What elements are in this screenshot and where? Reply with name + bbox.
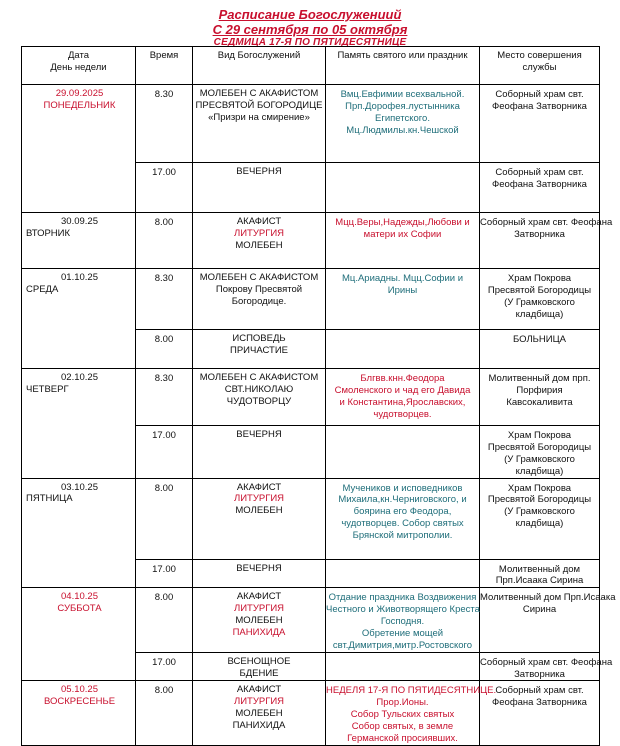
service-time: 17.00	[152, 167, 176, 178]
service-cell	[193, 330, 326, 369]
service-type: МОЛЕБЕН	[235, 708, 283, 720]
service-time: 17.00	[152, 430, 176, 441]
service-place: Храм Покрова	[507, 430, 572, 441]
weekday: СРЕДА	[26, 283, 59, 295]
service-type: ВЕЧЕРНЯ	[236, 429, 282, 440]
service-date: 05.10.25	[61, 684, 98, 696]
date-cell	[22, 369, 136, 479]
memory-cell	[326, 559, 480, 588]
memory-cell	[326, 426, 480, 479]
service-place: Соборный храм свт.	[495, 89, 584, 100]
memory-cell	[326, 269, 480, 330]
schedule-row	[22, 588, 600, 652]
place-cell	[480, 652, 613, 681]
service-type: АКАФИСТ	[236, 216, 282, 227]
date-cell	[22, 85, 136, 213]
date-cell	[22, 269, 136, 369]
service-type: ПРЕСВЯТОЙ БОГОРОДИЦЕ	[195, 99, 323, 111]
saint-memory: Честного и Животворящего Креста	[326, 604, 480, 616]
saint-memory: Михаила,кн.Черниговского, и	[338, 494, 467, 506]
time-cell	[136, 478, 193, 559]
service-place: Затворника	[514, 668, 565, 680]
service-cell	[193, 652, 326, 681]
service-type: МОЛЕБЕН	[235, 505, 283, 517]
service-place: Порфирия	[516, 384, 563, 396]
service-place: Молитвенный дом	[498, 563, 581, 575]
service-cell	[193, 213, 326, 269]
service-type: ЛИТУРГИЯ	[233, 227, 285, 239]
place-cell	[480, 330, 600, 369]
service-place: Соборный храм свт. Феофана	[480, 217, 613, 228]
service-type: «Призри на смирение»	[208, 111, 310, 123]
service-type: АКАФИСТ	[236, 591, 282, 603]
header-place: Место совершения службы	[480, 47, 600, 85]
memory-cell	[326, 213, 480, 269]
place-cell	[480, 588, 616, 652]
service-date: 02.10.25	[61, 372, 98, 383]
service-place: Храм Покрова	[507, 273, 572, 284]
service-time: 8.00	[154, 685, 174, 697]
time-cell	[136, 213, 193, 269]
saint-memory: матери их Софии	[363, 228, 442, 240]
weekday: СУББОТА	[57, 603, 102, 615]
time-cell	[136, 85, 193, 163]
service-time: 8.30	[154, 373, 174, 384]
schedule-row	[22, 369, 600, 426]
service-place: Феофана Затворника	[492, 178, 587, 190]
service-date: 03.10.25	[61, 481, 98, 493]
service-place: Соборный храм свт.	[495, 167, 584, 178]
service-type: ПАНИХИДА	[232, 626, 286, 638]
weekday: ЧЕТВЕРГ	[26, 383, 69, 395]
saint-memory: Собор святых, в земле	[351, 721, 454, 732]
service-date: 01.10.25	[61, 272, 98, 283]
weekday: ВОСКРЕСЕНЬЕ	[43, 696, 116, 708]
service-place: Храм Покрова	[507, 482, 572, 494]
service-place: Соборный храм свт.	[495, 685, 584, 697]
service-place: Прп.Исаака Сирина	[495, 575, 584, 587]
service-place: Соборный храм свт. Феофана	[480, 656, 613, 668]
service-cell	[193, 681, 326, 745]
service-time: 8.00	[154, 217, 174, 228]
service-type: ВСЕНОЩНОЕ	[227, 655, 291, 667]
place-cell	[480, 369, 600, 426]
service-type: СВТ.НИКОЛАЮ	[224, 383, 294, 395]
place-cell	[480, 85, 600, 163]
place-cell	[480, 269, 600, 330]
service-type: ПРИЧАСТИЕ	[230, 344, 288, 356]
schedule-title: Расписание Богослужениий	[218, 7, 402, 22]
service-time: 17.00	[152, 656, 176, 668]
service-place: (У Грамковского	[504, 506, 575, 518]
time-cell	[136, 330, 193, 369]
date-cell	[22, 478, 136, 588]
saint-memory: чудотворцев. Собор святых	[341, 518, 464, 530]
service-type: ВЕЧЕРНЯ	[236, 166, 282, 177]
place-cell	[480, 559, 600, 588]
service-place: кладбища)	[515, 518, 564, 530]
service-type: МОЛЕБЕН	[235, 239, 283, 251]
service-type: ИСПОВЕДЬ	[232, 333, 286, 344]
memory-cell	[326, 681, 497, 745]
memory-cell	[326, 85, 480, 163]
service-type: Богородице.	[231, 295, 287, 307]
service-cell	[193, 426, 326, 479]
service-time: 17.00	[152, 563, 176, 575]
service-time: 8.30	[154, 273, 174, 284]
service-time: 8.00	[154, 334, 174, 345]
memory-cell	[326, 330, 480, 369]
service-place: Молитвенный дом Прп.Исаака	[480, 592, 616, 604]
saint-memory: Блгвв.кнн.Феодора	[360, 373, 445, 384]
service-type: МОЛЕБЕН С АКАФИСТОМ	[199, 272, 319, 283]
service-place: Феофана Затворника	[492, 100, 587, 112]
time-cell	[136, 559, 193, 588]
service-place: Пресвятой Богородицы	[487, 494, 592, 506]
service-place: Кавсокаливита	[506, 396, 573, 408]
saint-memory: Вмц.Евфимии всехвальной.	[340, 89, 465, 100]
saint-memory: Прп.Дорофея.лустынника	[345, 100, 460, 112]
memory-cell	[326, 652, 480, 681]
date-cell	[22, 681, 136, 745]
header-memory: Память святого или праздник	[326, 47, 480, 85]
service-cell	[193, 163, 326, 213]
saint-memory: свт.Димитрия,митр.Ростовского	[332, 639, 473, 651]
saint-memory: Обретение мощей	[361, 627, 444, 639]
service-cell	[193, 588, 326, 652]
service-type: ВЕЧЕРНЯ	[236, 562, 282, 574]
saint-memory: боярина его Феодора,	[353, 506, 452, 518]
service-date: 30.09.25	[61, 216, 98, 227]
service-type: МОЛЕБЕН	[235, 615, 283, 626]
week-title: СЕДМИЦА 17-Я ПО ПЯТИДЕСЯТНИЦЕ	[213, 37, 407, 48]
weekday: ВТОРНИК	[26, 227, 71, 239]
place-cell	[480, 163, 600, 213]
service-time: 8.00	[154, 482, 174, 494]
memory-cell	[326, 588, 480, 652]
date-cell	[22, 213, 136, 269]
service-cell	[193, 478, 326, 559]
saint-memory: Отдание праздника Воздвижения	[328, 592, 477, 604]
place-cell	[480, 681, 600, 745]
service-type: ПАНИХИДА	[232, 720, 286, 731]
service-place: (У Грамковского	[504, 453, 575, 465]
service-type: ЛИТУРГИЯ	[233, 696, 285, 708]
saint-memory: и Константина,Ярославских,	[339, 396, 466, 408]
service-time: 8.30	[154, 89, 174, 100]
service-type: ЧУДОТВОРЦУ	[226, 395, 292, 407]
service-date: 04.10.25	[61, 591, 98, 603]
header-date: Дата День недели	[22, 47, 136, 85]
saint-memory: Смоленского и чад его Давида	[334, 384, 471, 396]
schedule-row	[22, 213, 600, 269]
saint-memory: НЕДЕЛЯ 17-Я ПО ПЯТИДЕСЯТНИЦЕ.	[326, 685, 497, 697]
time-cell	[136, 588, 193, 652]
memory-cell	[326, 369, 480, 426]
service-type: БДЕНИЕ	[239, 667, 279, 679]
service-place: Пресвятой Богородицы	[487, 441, 592, 453]
schedule-table	[21, 46, 616, 746]
memory-cell	[326, 478, 480, 559]
saint-memory: Мучеников и исповедников	[342, 482, 463, 494]
service-place: Сирина	[522, 604, 557, 616]
saint-memory: Мц.Ариадны. Мцц.Софии и	[341, 273, 464, 284]
time-cell	[136, 163, 193, 213]
saint-memory: чудотворцев.	[373, 408, 432, 420]
date-cell	[22, 588, 136, 681]
service-cell	[193, 269, 326, 330]
service-place: Молитвенный дом прп.	[488, 373, 591, 384]
saint-memory: Прор.Ионы.	[376, 697, 429, 709]
time-cell	[136, 652, 193, 681]
service-place: Пресвятой Богородицы	[487, 284, 592, 296]
time-cell	[136, 369, 193, 426]
header-row	[22, 47, 600, 85]
saint-memory: Господня.	[380, 616, 425, 627]
time-cell	[136, 681, 193, 745]
service-cell	[193, 85, 326, 163]
header-time: Время	[136, 47, 193, 85]
weekday: ПЯТНИЦА	[26, 493, 73, 505]
service-type: АКАФИСТ	[236, 481, 282, 493]
schedule-row	[22, 681, 600, 745]
service-cell	[193, 559, 326, 588]
schedule-row	[22, 478, 600, 559]
saint-memory: Германской просиявших.	[347, 732, 458, 744]
saint-memory: Ирины	[387, 284, 418, 296]
place-cell	[480, 426, 600, 479]
memory-cell	[326, 163, 480, 213]
saint-memory: Мц.Людмилы.кн.Чешской	[346, 124, 459, 136]
saint-memory: Собор Тульских святых	[350, 709, 455, 721]
header-service: Вид Богослужений	[193, 47, 326, 85]
time-cell	[136, 426, 193, 479]
saint-memory: Брянской митрополии.	[352, 530, 453, 541]
service-place: БОЛЬНИЦА	[513, 334, 566, 345]
place-cell	[480, 478, 600, 559]
service-date: 29.09.2025	[55, 88, 104, 99]
service-cell	[193, 369, 326, 426]
service-place: (У Грамковского	[504, 296, 575, 308]
service-time: 8.00	[154, 592, 174, 604]
time-cell	[136, 269, 193, 330]
weekday: ПОНЕДЕЛЬНИК	[43, 99, 116, 111]
service-place: Феофана Затворника	[492, 697, 587, 709]
service-type: Покрову Пресвятой	[215, 283, 303, 295]
schedule-row	[22, 85, 600, 163]
place-cell	[480, 213, 613, 269]
service-place: кладбища)	[515, 465, 564, 477]
service-type: ЛИТУРГИЯ	[233, 603, 285, 615]
date-range-title: С 29 сентября по 05 октября	[212, 22, 408, 37]
service-type: АКАФИСТ	[236, 684, 282, 696]
schedule-row	[22, 269, 600, 330]
saint-memory: Египетского.	[375, 112, 430, 124]
saint-memory: Мцц.Веры,Надежды,Любови и	[335, 217, 470, 228]
service-place: Затворника	[514, 228, 565, 240]
service-type: МОЛЕБЕН С АКАФИСТОМ	[199, 88, 319, 99]
service-type: МОЛЕБЕН С АКАФИСТОМ	[199, 372, 319, 383]
service-place: кладбища)	[515, 308, 564, 320]
service-type: ЛИТУРГИЯ	[233, 493, 285, 505]
